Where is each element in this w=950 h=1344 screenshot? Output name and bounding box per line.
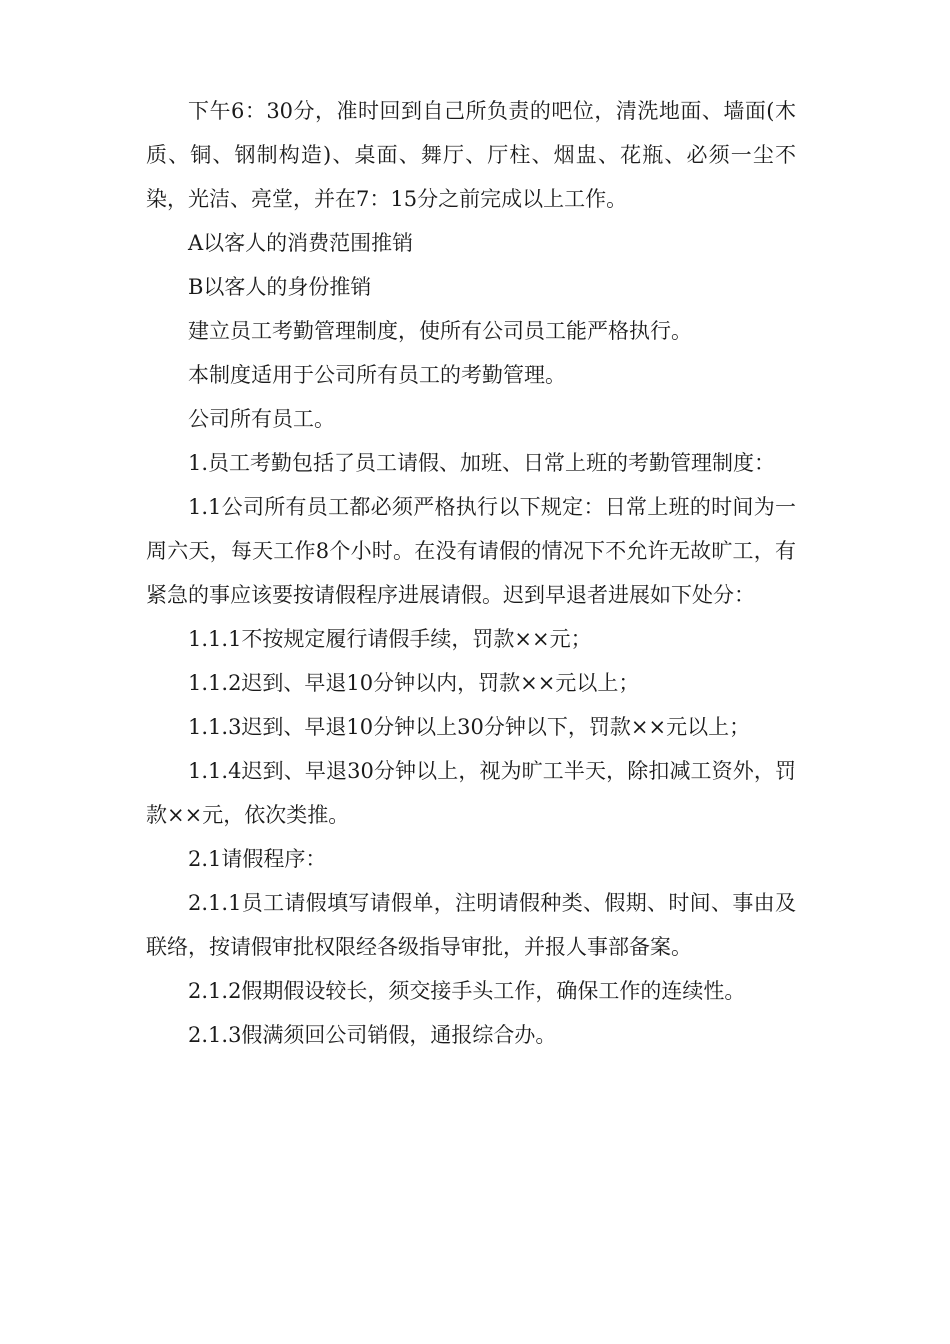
paragraph-9: 1.1.1不按规定履行请假手续，罚款××元； xyxy=(188,627,592,651)
paragraph-2: A以客人的消费范围推销 xyxy=(188,231,414,255)
paragraph-11: 1.1.3迟到、早退10分钟以上30分钟以下，罚款××元以上； xyxy=(188,715,751,739)
paragraph-13: 2.1请假程序： xyxy=(188,847,327,871)
paragraph-12: 1.1.4迟到、早退30分钟以上，视为旷工半天，除扣减工资外，罚款××元，依次类推。 xyxy=(146,759,796,827)
document-body xyxy=(146,89,796,1057)
paragraph-4: 建立员工考勤管理制度，使所有公司员工能严格执行。 xyxy=(188,319,692,343)
paragraph-6: 公司所有员工。 xyxy=(188,407,335,431)
paragraph-16: 2.1.3假满须回公司销假，通报综合办。 xyxy=(188,1023,557,1047)
paragraph-3: B以客人的身份推销 xyxy=(188,275,372,299)
paragraph-5: 本制度适用于公司所有员工的考勤管理。 xyxy=(188,363,566,387)
paragraph-14: 2.1.1员工请假填写请假单，注明请假种类、假期、时间、事由及联络，按请假审批权限经各级指导审批，并报人事部备案。 xyxy=(146,891,796,959)
paragraph-15: 2.1.2假期假设较长，须交接手头工作，确保工作的连续性。 xyxy=(188,979,746,1003)
paragraph-8: 1.1公司所有员工都必须严格执行以下规定：日常上班的时间为一周六天，每天工作8个小时。在没有请假的情况下不允许无故旷工，有紧急的事应该要按请假程序进展请假。迟到早退者进展如下处分： xyxy=(146,495,796,607)
paragraph-1: 下午6：30分，准时回到自己所负责的吧位，清洗地面、墙面(木质、铜、钢制构造)、桌面、舞厅、厅柱、烟盅、花瓶、必须一尘不染，光洁、亮堂，并在7：15分之前完成以上工作。 xyxy=(146,99,796,211)
paragraph-7: 1.员工考勤包括了员工请假、加班、日常上班的考勤管理制度： xyxy=(188,451,776,475)
paragraph-10: 1.1.2迟到、早退10分钟以内，罚款××元以上； xyxy=(188,671,640,695)
